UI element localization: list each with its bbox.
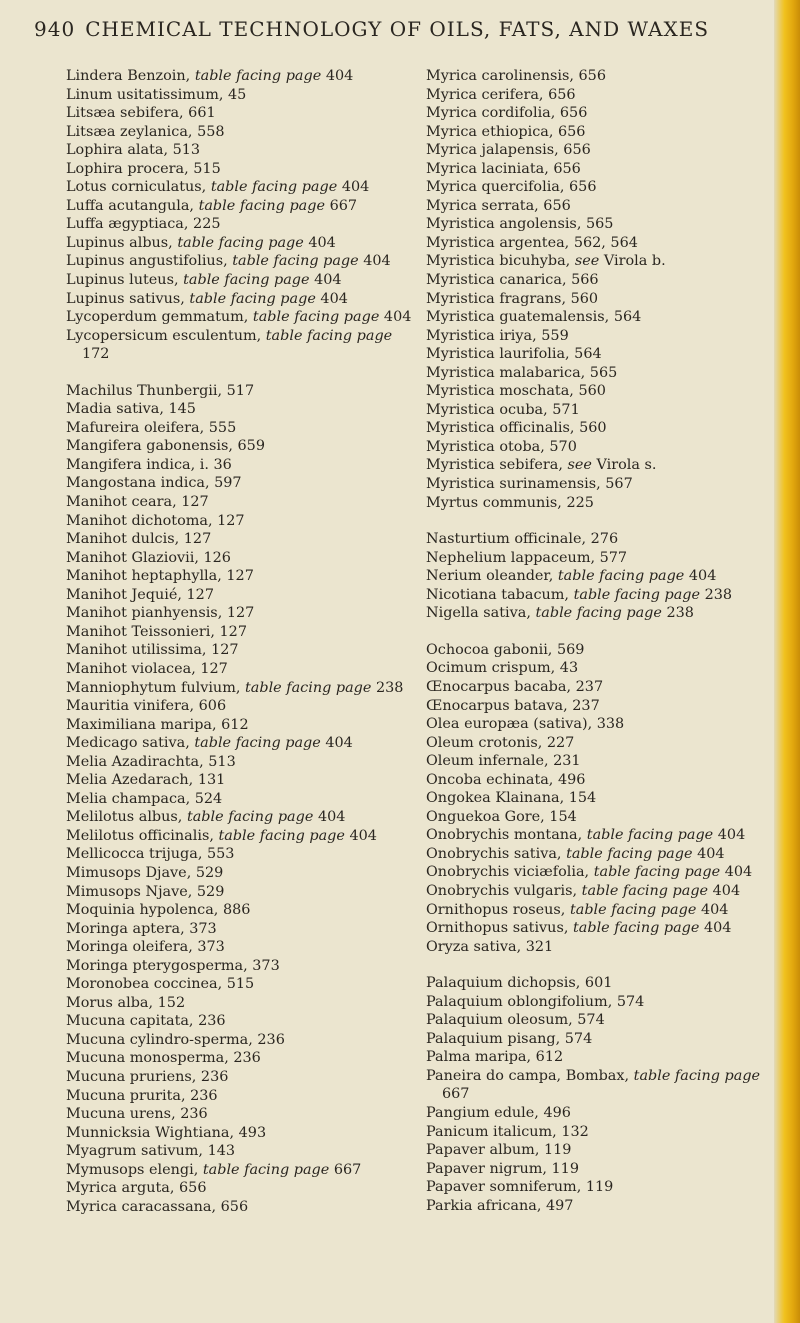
entry-name: Myrica serrata, 656: [426, 197, 571, 214]
entry-name: Mauritia vinifera, 606: [66, 698, 227, 715]
entry-name: Mucuna pruriens, 236: [66, 1068, 229, 1085]
index-entry: [426, 1067, 776, 1104]
index-entry: [66, 604, 416, 623]
index-entry: [66, 920, 416, 939]
entry-name: Myrica cordifolia, 656: [426, 105, 588, 122]
entry-name: Myrtus communis, 225: [426, 494, 594, 511]
index-entry: [426, 1123, 776, 1142]
index-entry: [66, 549, 416, 568]
index-entry: [66, 679, 416, 698]
index-entry: [426, 734, 776, 753]
index-entry: [66, 493, 416, 512]
index-entry: [66, 771, 416, 790]
index-entry: [426, 715, 776, 734]
entry-name: Nigella sativa,: [426, 605, 531, 622]
entry-reference-label: table facing page: [186, 809, 314, 826]
gilt-page-edge: [774, 0, 800, 1323]
entry-page-reference: 404: [700, 901, 729, 918]
entry-page-reference: 404: [697, 845, 725, 862]
entry-name: Luffa ægyptiaca, 225: [66, 216, 221, 233]
index-entry: [426, 808, 776, 827]
entry-name: Manihot utilissima, 127: [66, 642, 239, 659]
index-entry: [426, 197, 776, 216]
index-entry: [66, 1198, 416, 1217]
entry-name: Pangium edule, 496: [426, 1104, 571, 1121]
entry-reference-label: table facing page: [189, 290, 316, 307]
entry-name: Myrica carolinensis, 656: [426, 68, 606, 84]
index-entry: [426, 1048, 776, 1067]
entry-name: Myristica guatemalensis, 564: [426, 309, 642, 326]
index-entry: [426, 659, 776, 678]
entry-reference-label: table facing page: [573, 920, 700, 937]
entry-name: Morus alba, 152: [66, 994, 186, 1011]
entry-name: Manihot Glaziovii, 126: [66, 549, 231, 566]
entry-reference-label: table facing page: [177, 234, 304, 251]
entry-name: Ornithopus roseus,: [426, 901, 566, 918]
entry-name: Panicum italicum, 132: [426, 1123, 589, 1140]
entry-name: Palaquium dichopsis, 601: [426, 975, 613, 992]
index-entry: [426, 382, 776, 401]
entry-name: Myristica ocuba, 571: [426, 401, 580, 418]
index-entry: [426, 549, 776, 568]
index-entry: [66, 512, 416, 531]
entry-reference-label: table facing page: [218, 827, 345, 844]
section-gap: [426, 623, 776, 641]
entry-name: Mimusops Njave, 529: [66, 883, 225, 900]
entry-page-reference: 404: [383, 309, 412, 326]
entry-name: Palaquium pisang, 574: [426, 1030, 593, 1047]
index-entry: [66, 994, 416, 1013]
entry-reference-label: table facing page: [581, 882, 709, 899]
index-entry: [66, 623, 416, 642]
entry-name: Lupinus sativus,: [66, 290, 185, 307]
index-entry: [426, 1178, 776, 1197]
index-entry: [66, 641, 416, 660]
entry-name: Parkia africana, 497: [426, 1197, 574, 1214]
entry-name: Maximiliana maripa, 612: [66, 716, 249, 733]
entry-reference-label: table facing page: [210, 179, 338, 196]
entry-reference-label: table facing page: [194, 68, 322, 84]
entry-name: Lupinus angustifolius,: [66, 253, 228, 270]
entry-name: Œnocarpus batava, 237: [426, 697, 600, 714]
index-entry: [66, 141, 416, 160]
entry-reference-label: table facing page: [202, 1161, 330, 1178]
entry-name: Manihot Teissonieri, 127: [66, 623, 247, 640]
index-entry: [66, 864, 416, 883]
entry-name: Manihot pianhyensis, 127: [66, 605, 255, 622]
entry-reference-label: table facing page: [183, 272, 310, 289]
index-entry: [426, 494, 776, 513]
index-entry: [66, 308, 416, 327]
entry-name: Papaver album, 119: [426, 1142, 572, 1159]
index-entry: [66, 790, 416, 809]
entry-reference-label: table facing page: [593, 864, 721, 881]
index-entry: [426, 993, 776, 1012]
entry-name: Oleum crotonis, 227: [426, 734, 575, 751]
index-entry: [426, 697, 776, 716]
entry-page-reference: 404: [308, 234, 336, 251]
index-entry: [426, 178, 776, 197]
index-entry: [426, 475, 776, 494]
index-entry: [66, 456, 416, 475]
entry-reference-label: table facing page: [232, 253, 359, 270]
index-entry: [66, 123, 416, 142]
entry-name: Myagrum sativum, 143: [66, 1143, 236, 1160]
entry-name: Melia champaca, 524: [66, 790, 223, 807]
entry-name: Nicotiana tabacum,: [426, 586, 570, 603]
index-entry: [426, 141, 776, 160]
entry-name: Moquinia hypolenca, 886: [66, 902, 251, 919]
entry-name: Myristica argentea, 562, 564: [426, 234, 638, 251]
entry-name: Ongokea Klainana, 154: [426, 790, 597, 807]
entry-name: Myristica angolensis, 565: [426, 216, 614, 233]
entry-name: Manniophytum fulvium,: [66, 679, 241, 696]
entry-page-reference: 404: [325, 735, 353, 752]
index-column-left: [66, 67, 416, 1216]
index-entry: [426, 252, 776, 271]
entry-name: Mafureira oleifera, 555: [66, 419, 237, 436]
entry-name: Myristica iriya, 559: [426, 327, 569, 344]
entry-name: Paneira do campa, Bombax,: [426, 1067, 630, 1084]
entry-reference-label: table facing page: [265, 327, 393, 344]
entry-name: Myrica arguta, 656: [66, 1180, 207, 1197]
entry-name: Papaver somniferum, 119: [426, 1179, 614, 1196]
entry-page-reference: 404: [314, 272, 342, 289]
entry-name: Lupinus luteus,: [66, 272, 179, 289]
section-gap: [426, 956, 776, 974]
index-entry: [426, 1197, 776, 1216]
entry-name: Moronobea coccinea, 515: [66, 976, 255, 993]
entry-page-reference: Virola b.: [603, 253, 666, 270]
index-entry: [426, 67, 776, 86]
index-entry: [426, 678, 776, 697]
entry-name: Melia Azedarach, 131: [66, 772, 226, 789]
index-entry: [426, 938, 776, 957]
index-entry: [426, 901, 776, 920]
entry-name: Manihot Jequié, 127: [66, 586, 214, 603]
index-entry: [66, 938, 416, 957]
entry-name: Ocimum crispum, 43: [426, 660, 579, 677]
entry-name: Manihot dichotoma, 127: [66, 512, 245, 529]
index-entry: [426, 290, 776, 309]
entry-name: Myrica quercifolia, 656: [426, 179, 597, 196]
index-entry: [66, 160, 416, 179]
index-entry: [426, 586, 776, 605]
entry-name: Myrica cerifera, 656: [426, 86, 576, 103]
index-entry: [426, 160, 776, 179]
index-entry: [66, 883, 416, 902]
index-entry: [66, 1012, 416, 1031]
entry-name: Onobrychis sativa,: [426, 845, 562, 862]
entry-name: Medicago sativa,: [66, 735, 190, 752]
index-entry: [426, 974, 776, 993]
entry-name: Myristica bicuhyba,: [426, 253, 571, 270]
entry-name: Myrica ethiopica, 656: [426, 123, 586, 140]
index-entry: [66, 1142, 416, 1161]
entry-name: Machilus Thunbergii, 517: [66, 382, 255, 399]
index-entry: [426, 826, 776, 845]
index-entry: [426, 752, 776, 771]
entry-name: Palma maripa, 612: [426, 1049, 564, 1066]
index-entry: [426, 863, 776, 882]
entry-name: Melia Azadirachta, 513: [66, 753, 236, 770]
entry-reference-label: table facing page: [252, 309, 380, 326]
index-entry: [66, 567, 416, 586]
entry-name: Myristica malabarica, 565: [426, 364, 618, 381]
entry-page-reference: Virola s.: [596, 457, 657, 474]
entry-name: Myristica laurifolia, 564: [426, 346, 602, 363]
index-entry: [66, 586, 416, 605]
entry-page-reference: 404: [320, 290, 348, 307]
index-entry: [66, 753, 416, 772]
entry-name: Lupinus albus,: [66, 234, 173, 251]
entry-name: Myristica officinalis, 560: [426, 420, 607, 437]
entry-name: Mucuna urens, 236: [66, 1106, 208, 1123]
entry-reference-label: table facing page: [198, 197, 325, 214]
entry-name: Munnicksia Wightiana, 493: [66, 1124, 267, 1141]
entry-reference-label: table facing page: [633, 1067, 761, 1084]
entry-name: Olea europæa (sativa), 338: [426, 716, 625, 733]
entry-page-reference: 238: [704, 586, 733, 603]
index-entry: [66, 234, 416, 253]
page-number: 940: [34, 17, 76, 41]
entry-name: Linum usitatissimum, 45: [66, 86, 247, 103]
entry-page-reference: 404: [363, 253, 391, 270]
entry-page-reference: 404: [724, 864, 753, 881]
index-entry: [426, 419, 776, 438]
entry-reference-label: table facing page: [535, 605, 662, 622]
entry-reference-label: see: [567, 457, 592, 474]
running-header: [34, 17, 774, 41]
index-entry: [66, 1049, 416, 1068]
index-entry: [66, 975, 416, 994]
index-entry: [66, 530, 416, 549]
entry-name: Onobrychis viciæfolia,: [426, 864, 590, 881]
index-entry: [426, 641, 776, 660]
index-entry: [426, 1160, 776, 1179]
entry-name: Mucuna cylindro-sperma, 236: [66, 1031, 285, 1048]
entry-page-reference: 404: [712, 882, 741, 899]
entry-name: Mucuna capitata, 236: [66, 1013, 226, 1030]
entry-name: Mangostana indica, 597: [66, 475, 242, 492]
entry-name: Mangifera gabonensis, 659: [66, 438, 265, 455]
entry-page-reference: 667: [333, 1161, 362, 1178]
index-entry: [426, 530, 776, 549]
entry-name: Lophira alata, 513: [66, 142, 201, 159]
index-entry: [426, 789, 776, 808]
entry-name: Myristica canarica, 566: [426, 272, 599, 289]
entry-name: Madia sativa, 145: [66, 401, 196, 418]
entry-name: Onobrychis vulgaris,: [426, 882, 578, 899]
entry-name: Palaquium oleosum, 574: [426, 1012, 605, 1029]
entry-name: Litsæa sebifera, 661: [66, 105, 216, 122]
entry-name: Onguekoa Gore, 154: [426, 808, 577, 825]
entry-name: Oleum infernale, 231: [426, 753, 581, 770]
entry-name: Ornithopus sativus,: [426, 920, 569, 937]
entry-name: Lindera Benzoin,: [66, 68, 191, 84]
entry-name: Litsæa zeylanica, 558: [66, 123, 225, 140]
entry-name: Melilotus officinalis,: [66, 827, 214, 844]
entry-page-reference: 404: [341, 179, 370, 196]
index-entry: [66, 178, 416, 197]
index-entry: [426, 1104, 776, 1123]
index-entry: [66, 252, 416, 271]
entry-page-reference: 238: [666, 605, 694, 622]
entry-reference-label: table facing page: [569, 901, 697, 918]
entry-name: Nephelium lappaceum, 577: [426, 549, 628, 566]
entry-page-reference: 667: [442, 1086, 470, 1103]
index-entry: [426, 919, 776, 938]
index-entry: [66, 1161, 416, 1180]
index-entry: [66, 1087, 416, 1106]
index-entry: [426, 86, 776, 105]
entry-name: Ochocoa gabonii, 569: [426, 641, 585, 658]
entry-page-reference: 404: [688, 568, 717, 585]
entry-reference-label: table facing page: [245, 679, 372, 696]
index-entry: [426, 845, 776, 864]
entry-name: Lophira procera, 515: [66, 160, 221, 177]
index-entry: [426, 123, 776, 142]
entry-name: Luffa acutangula,: [66, 197, 194, 214]
index-entry: [66, 1124, 416, 1143]
entry-name: Nerium oleander,: [426, 568, 554, 585]
entry-name: Mimusops Djave, 529: [66, 864, 224, 881]
index-entry: [66, 734, 416, 753]
index-entry: [66, 104, 416, 123]
index-entry: [426, 771, 776, 790]
running-title: CHEMICAL TECHNOLOGY OF OILS, FATS, AND WAXES: [85, 17, 710, 41]
index-entry: [426, 271, 776, 290]
entry-name: Myrica caracassana, 656: [66, 1198, 249, 1215]
entry-name: Mucuna prurita, 236: [66, 1087, 218, 1104]
entry-name: Moringa oleifera, 373: [66, 939, 225, 956]
index-entry: [66, 197, 416, 216]
entry-name: Melilotus albus,: [66, 809, 183, 826]
entry-name: Manihot violacea, 127: [66, 660, 228, 677]
index-entry: [66, 845, 416, 864]
entry-name: Myristica otoba, 570: [426, 438, 577, 455]
entry-reference-label: table facing page: [566, 845, 693, 862]
index-entry: [426, 215, 776, 234]
entry-name: Moringa aptera, 373: [66, 920, 217, 937]
entry-name: Mellicocca trijuga, 553: [66, 846, 235, 863]
index-entry: [426, 308, 776, 327]
index-entry: [66, 1179, 416, 1198]
index-entry: [66, 327, 416, 364]
entry-name: Palaquium oblongifolium, 574: [426, 993, 645, 1010]
entry-name: Manihot heptaphylla, 127: [66, 568, 254, 585]
entry-name: Papaver nigrum, 119: [426, 1160, 579, 1177]
index-entry: [66, 419, 416, 438]
entry-page-reference: 172: [82, 346, 110, 363]
index-entry: [426, 345, 776, 364]
index-entry: [66, 808, 416, 827]
entry-page-reference: 404: [717, 827, 746, 844]
section-gap: [66, 364, 416, 382]
section-gap: [426, 512, 776, 530]
index-entry: [426, 438, 776, 457]
entry-name: Onobrychis montana,: [426, 827, 583, 844]
index-entry: [66, 660, 416, 679]
index-entry: [66, 382, 416, 401]
entry-reference-label: table facing page: [573, 586, 701, 603]
entry-name: Lycoperdum gemmatum,: [66, 309, 249, 326]
entry-name: Lycopersicum esculentum,: [66, 327, 262, 344]
entry-page-reference: 404: [325, 68, 354, 84]
index-entry: [66, 716, 416, 735]
index-entry: [66, 290, 416, 309]
entry-page-reference: 667: [329, 197, 358, 214]
entry-name: Oncoba echinata, 496: [426, 771, 586, 788]
entry-name: Myristica moschata, 560: [426, 383, 606, 400]
index-entry: [66, 400, 416, 419]
entry-page-reference: 404: [704, 920, 732, 937]
index-entry: [426, 1030, 776, 1049]
entry-name: Œnocarpus bacaba, 237: [426, 678, 604, 695]
index-entry: [66, 271, 416, 290]
entry-page-reference: 238: [376, 679, 404, 696]
entry-name: Moringa pterygosperma, 373: [66, 957, 280, 974]
index-entry: [426, 364, 776, 383]
index-entry: [426, 604, 776, 623]
entry-name: Nasturtium officinale, 276: [426, 531, 619, 548]
index-entry: [66, 86, 416, 105]
entry-name: Myristica fragrans, 560: [426, 290, 599, 307]
entry-name: Myristica sebifera,: [426, 457, 563, 474]
entry-reference-label: table facing page: [586, 827, 714, 844]
index-entry: [66, 1105, 416, 1124]
index-entry: [66, 827, 416, 846]
entry-name: Oryza sativa, 321: [426, 938, 554, 955]
index-entry: [426, 401, 776, 420]
index-entry: [66, 1031, 416, 1050]
entry-page-reference: 404: [317, 809, 346, 826]
index-column-right: [426, 67, 776, 1215]
entry-name: Mangifera indica, i. 36: [66, 456, 232, 473]
index-entry: [426, 327, 776, 346]
index-entry: [426, 567, 776, 586]
entry-reference-label: table facing page: [557, 568, 685, 585]
entry-name: Myrica jalapensis, 656: [426, 142, 591, 159]
index-entry: [66, 957, 416, 976]
index-entry: [426, 104, 776, 123]
index-entry: [426, 1141, 776, 1160]
entry-reference-label: see: [574, 253, 600, 270]
index-entry: [426, 456, 776, 475]
index-entry: [66, 697, 416, 716]
entry-name: Lotus corniculatus,: [66, 179, 207, 196]
index-entry: [66, 1068, 416, 1087]
index-entry: [66, 67, 416, 86]
entry-name: Myrica laciniata, 656: [426, 160, 581, 177]
entry-name: Mucuna monosperma, 236: [66, 1050, 261, 1067]
entry-reference-label: table facing page: [194, 735, 321, 752]
index-entry: [426, 1011, 776, 1030]
entry-name: Mymusops elengi,: [66, 1161, 199, 1178]
entry-name: Manihot ceara, 127: [66, 494, 209, 511]
index-entry: [66, 437, 416, 456]
entry-name: Manihot dulcis, 127: [66, 531, 212, 548]
index-entry: [66, 215, 416, 234]
entry-name: Myristica surinamensis, 567: [426, 476, 633, 493]
index-entry: [66, 901, 416, 920]
index-entry: [426, 234, 776, 253]
entry-page-reference: 404: [349, 827, 377, 844]
index-entry: [66, 474, 416, 493]
index-entry: [426, 882, 776, 901]
